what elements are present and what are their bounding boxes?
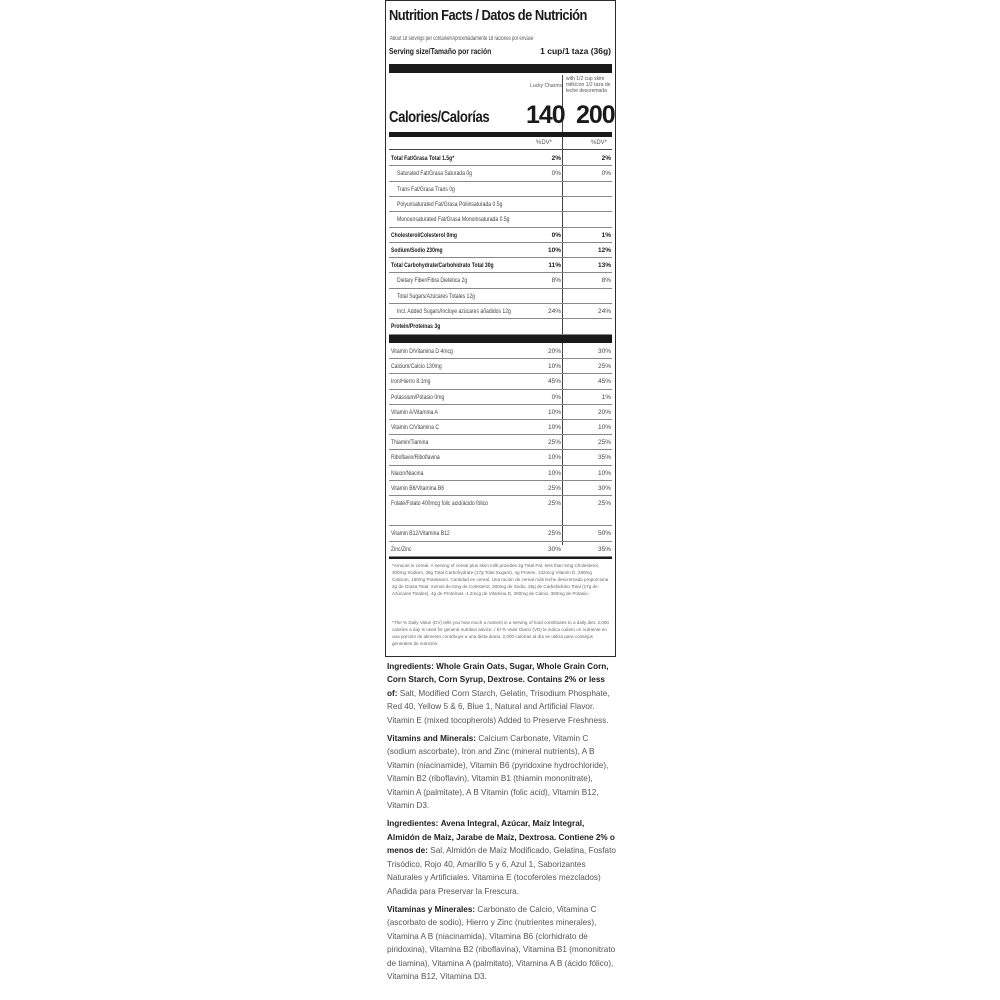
vitamin-rule (389, 335, 612, 343)
vitamins-name: Vitamin C/Vitamina C (391, 424, 440, 431)
rows-name: Saturated Fat/Grasa Saturada 0g (397, 170, 472, 178)
vitamins-name: Vitamin D/Vitamina D 4mcg (391, 348, 453, 355)
vitamins-name: Niacin/Niacina (391, 469, 424, 477)
ingredients-block (387, 660, 617, 988)
ingredients-english (387, 660, 617, 727)
vitamins-row (389, 374, 612, 389)
rows-row (389, 151, 612, 166)
rows-name: Polyunsaturated Fat/Grasa Poliinsaturada 0.5g (397, 200, 503, 208)
vitamins-dv-cereal: 20% (547, 348, 561, 355)
vitamins-text: Calcium Carbonate, Vitamin C (sodium ascorbate), Iron and Zinc (mineral nutrients), A B Vitamin (niacinamide), Vitamin B6 (pyridoxine hydrochloride), Vitamin B2 (riboflavin), Vitamin B1 (thiamin mononitrate), Vitamin A (palmitate), A B Vitamin (folic acid), Vitamin B12, Vitamin D3. (387, 734, 609, 811)
dv-header-cereal: %DV* (536, 140, 553, 146)
vitamins-minerals-english (387, 732, 617, 812)
vitamins-dv-cereal: 10% (547, 454, 561, 462)
vitamins-dv-with-milk: 35% (597, 545, 611, 553)
ingredients-spanish (387, 817, 617, 897)
vitamins-dv-with-milk: 20% (597, 408, 611, 416)
rows-row (389, 273, 612, 288)
rows-row (389, 258, 612, 273)
vitamins-name: Vitamin B12/Vitamina B12 (391, 530, 450, 538)
vitaminas-heading: Vitaminas y Minerales: (387, 904, 476, 914)
vitamins-dv-with-milk: 10% (597, 469, 611, 477)
rows-dv-with-milk: 1% (601, 231, 611, 239)
servings-per-container: About 18 servings per container/Aproximadamente 18 raciones por envase (390, 36, 534, 42)
vitamins-row (389, 405, 612, 420)
rows-row (389, 289, 612, 304)
vitamins-name: Potassium/Potasio 0mg (391, 393, 445, 401)
vitamins-dv-with-milk: 30% (597, 484, 611, 492)
vitamins-dv-cereal: 25% (547, 500, 561, 507)
rows-row (389, 319, 612, 334)
vitamins-dv-with-milk: 25% (597, 500, 611, 507)
calories-with-milk: 200 (576, 101, 615, 129)
vitamins-dv-cereal: 10% (547, 469, 561, 477)
rows-dv-cereal: 0% (551, 231, 561, 239)
row-divider (389, 334, 612, 335)
panel-title: Nutrition Facts / Datos de Nutrición (389, 7, 587, 24)
vitamins-name: Zinc/Zinc (391, 545, 412, 553)
ingredientes-heading: Ingredientes: (387, 819, 439, 829)
vitamins-dv-cereal: 25% (547, 484, 561, 492)
rows-row (389, 212, 612, 227)
ingredients-minor: Salt, Modified Corn Starch, Gelatin, Trisodium Phosphate, Red 40, Yellow 5 & 6, Blue 1, Natural and Artificial Flavor. Vitamin E (mixed tocopherols) Added to Preserve Freshness. (387, 688, 610, 725)
row-divider (389, 556, 612, 557)
rows-dv-with-milk: 8% (601, 277, 611, 285)
footnote-rule (389, 557, 612, 559)
rows-name: Protein/Proteínas 3g (391, 323, 441, 331)
rows-name: Total Sugars/Azúcares Totales 12g (397, 292, 475, 300)
vitamins-name: Vitamin A/Vitamina A (391, 408, 438, 416)
rows-name: Monounsaturated Fat/Grasa Monoinsaturada 0.5g (397, 216, 510, 224)
vitamins-dv-cereal: 10% (547, 363, 561, 371)
calories-cereal: 140 (526, 101, 565, 129)
serving-size-label: Serving size/Tamaño por ración (389, 46, 492, 56)
calories-rule (389, 132, 612, 137)
vitamins-name: Calcium/Calcio 130mg (391, 363, 442, 371)
vitamins-dv-with-milk: 25% (597, 439, 611, 447)
vitamins-dv-cereal: 10% (547, 408, 561, 416)
vitamins-name: Iron/Hierro 8.1mg (391, 378, 431, 386)
vitamins-row (389, 466, 612, 481)
divider (389, 149, 612, 150)
rows-dv-cereal: 2% (551, 155, 561, 162)
column-header-cereal: Lucky Charms (530, 83, 562, 89)
ingredients-heading: Ingredients: (387, 662, 434, 671)
vitamins-dv-with-milk: 30% (597, 348, 611, 355)
serving-size-value: 1 cup/1 taza (36g) (540, 46, 611, 56)
vitamins-row (389, 390, 612, 405)
rows-name: Sodium/Sodio 230mg (391, 246, 443, 254)
footnote-amount: *Amount in cereal. A serving of cereal plus skim milk provides 2g Total Fat, less than 5mg Cholesterol, 300mg Sodium, 36g Total Carbohydrate (17g Total Sugars), 4g Protein, 132mcg Vitamin D, 280mg Calcium, 160mg Potassium. Cantidad en cereal. Una ración de cereal más leche descremada proporciona 2g de Grasa Total, menos de 5mg de Colesterol, 300mg de Sodio, 36g de Carbohidrato Total (17g de Azúcares Totales), 4g de Proteínas, 4.2mcg de Vitamina D, 280mg de Calcio, 360mg de Potasio. (392, 563, 609, 596)
vitamins-row (389, 481, 612, 496)
rows-name: Cholesterol/Colesterol 0mg (391, 231, 457, 239)
rows-dv-cereal: 10% (547, 246, 561, 254)
vitamins-row (389, 435, 612, 450)
rows-dv-with-milk: 2% (601, 155, 611, 162)
rows-name: Total Fat/Grasa Total 1.5g* (391, 155, 455, 162)
vitamins-dv-with-milk: 1% (601, 393, 611, 401)
vitamins-dv-cereal: 25% (547, 530, 561, 538)
vitamins-heading: Vitamins and Minerals: (387, 734, 477, 744)
vitamins-minerals-spanish (387, 903, 617, 983)
dv-header-with-milk: %DV* (591, 140, 608, 146)
rows-dv-with-milk: 12% (597, 246, 611, 254)
vitamins-name: Vitamin B6/Vitamina B6 (391, 484, 445, 492)
vitamins-dv-cereal: 10% (547, 424, 561, 431)
rows-dv-with-milk: 24% (597, 308, 611, 315)
vitamins-dv-with-milk: 50% (597, 530, 611, 538)
rows-dv-cereal: 8% (551, 277, 561, 285)
rows-row (389, 243, 612, 258)
vitamins-row (389, 542, 612, 557)
rows-name: Trans Fat/Grasa Trans 0g (397, 185, 455, 193)
vitamins-dv-cereal: 30% (547, 545, 561, 553)
vitamins-row (389, 420, 612, 435)
rows-dv-cereal: 0% (551, 170, 561, 178)
rows-name: Total Carbohydrate/Carbohidrato Total 30g (391, 262, 494, 270)
vitamins-name: Folate/Folato 400mcg folic acid/ácido fólico (391, 500, 488, 507)
rows-name: Incl. Added Sugars/Incluye azúcares añadidos 12g (397, 308, 511, 315)
rows-name: Dietary Fiber/Fibra Dietética 2g (397, 277, 468, 285)
thick-rule (389, 64, 612, 73)
rows-row (389, 182, 612, 197)
vitamins-row (389, 359, 612, 374)
footnote-daily-value: *The % Daily Value (DV) tells you how much a nutrient in a serving of food contributes to a daily diet. 2,000 calories a day is used for general nutrition advice. / El % Valor Diario (VD) le indica cuánto un nutriente en una porción de alimento contribuye a una dieta diaria. 2,000 calorías al día se utiliza para consejos generales de nutrición. (392, 620, 609, 646)
vitamins-row (389, 450, 612, 465)
vitamins-dv-with-milk: 45% (597, 378, 611, 386)
vitamins-dv-cereal: 0% (551, 393, 561, 401)
rows-dv-with-milk: 13% (597, 262, 611, 270)
vitamins-row (389, 526, 612, 541)
vitamins-name: Thiamin/Tiamina (391, 439, 429, 447)
vitamins-dv-with-milk: 10% (597, 424, 611, 431)
rows-dv-cereal: 24% (547, 308, 561, 315)
ingredientes-minor: Sal, Almidón de Maíz Modificado, Gelatina, Fosfato Trisódico, Rojo 40, Amarillo 5 y 6, Azul 1, Saborizantes Naturales y Artificiales. Vitamina E (tocoferoles mezclados) Añadida para Preservar la Frescura. (387, 846, 616, 896)
vitamins-row (389, 344, 612, 359)
calories-label: Calories/Calorías (389, 109, 490, 126)
vitamins-dv-with-milk: 35% (597, 454, 611, 462)
vitamins-dv-with-milk: 25% (597, 363, 611, 371)
rows-row (389, 197, 612, 212)
vitamins-name: Riboflavin/Riboflavina (391, 454, 440, 462)
rows-row (389, 166, 612, 181)
vitamins-dv-cereal: 45% (547, 378, 561, 386)
ingredientes-main: Avena Integral, Azúcar, Maíz Integral, Almidón de Maíz, Jarabe de Maíz, Dextrosa. Contiene 2% o menos de: (387, 819, 615, 856)
ingredients-main: Whole Grain Oats, Sugar, Whole Grain Corn, Corn Starch, Corn Syrup, Dextrose. Contains 2% or less of: (387, 662, 609, 698)
rows-row (389, 304, 612, 319)
nutrition-facts-panel (385, 0, 616, 657)
vitamins-dv-cereal: 25% (547, 439, 561, 447)
rows-dv-with-milk: 0% (601, 170, 611, 178)
vitaminas-text: Carbonato de Calcio, Vitamina C (ascorbato de sodio), Hierro y Zinc (nutrientes minerales), Vitamina A B (niacinamida), Vitamina B6 (clorhidrato de piridoxina), Vitamina B2 (riboflavina), Vitamina B1 (mononitrato de tiamina), Vitamina A (palmitato), Vitamina A B (ácido fólico), Vitamina B12, Vitamina D3. (387, 904, 616, 981)
rows-row (389, 228, 612, 243)
column-header-with-milk: with 1/2 cup skim milk/con 1/2 taza de leche descremada (566, 76, 611, 94)
rows-dv-cereal: 11% (548, 262, 561, 270)
vitamins-row (389, 496, 612, 526)
